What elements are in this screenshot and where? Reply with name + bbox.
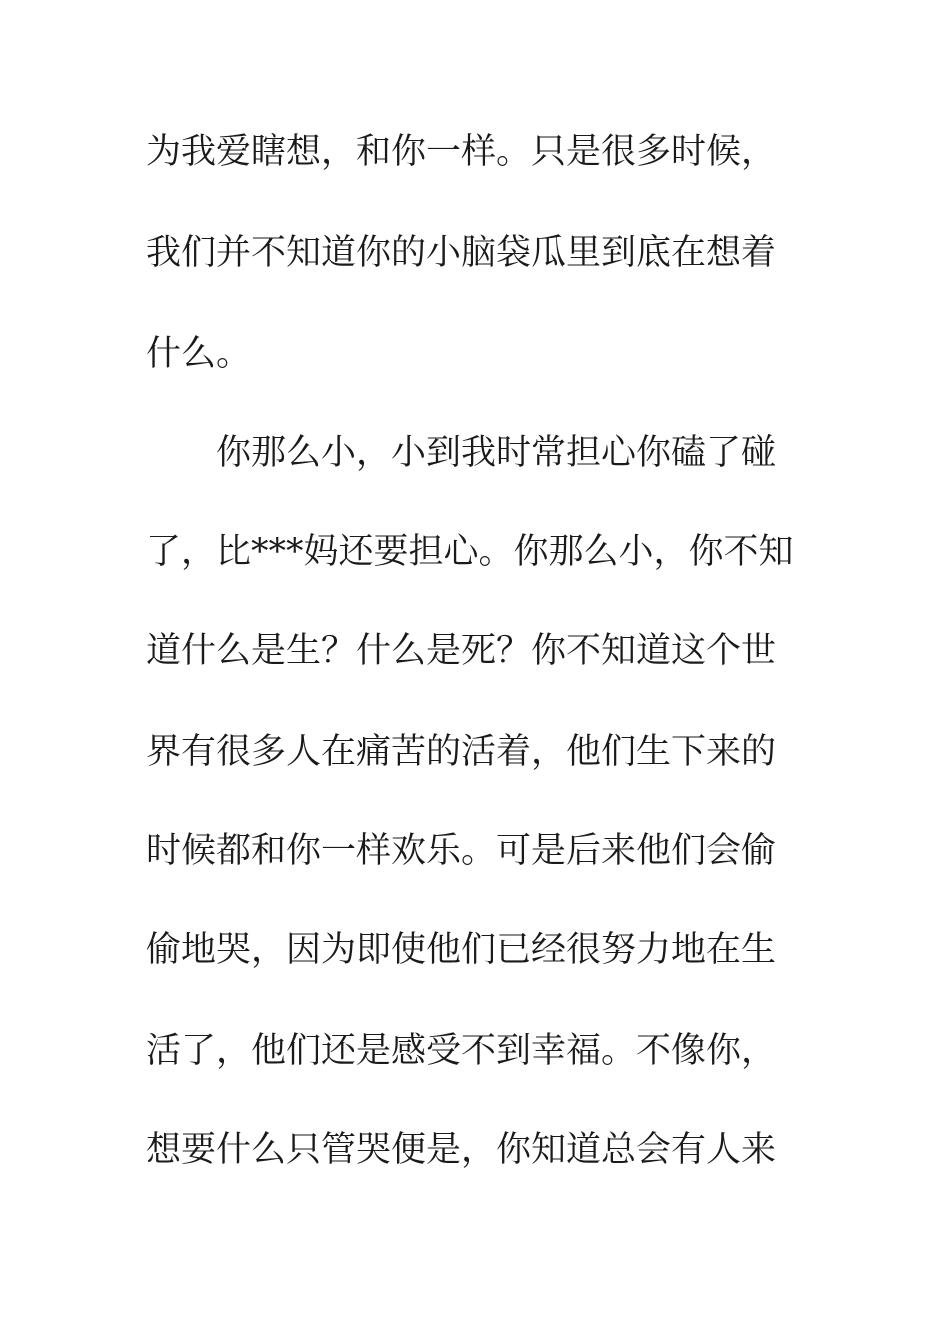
text-line: 道什么是生？什么是死？你不知道这个世	[146, 631, 777, 671]
text-line: 界有很多人在痛苦的活着，他们生下来的	[146, 732, 777, 772]
text-line: 什么。	[146, 334, 252, 374]
text-line: 想要什么只管哭便是，你知道总会有人来	[146, 1130, 777, 1170]
text-line: 为我爱瞎想，和你一样。只是很多时候，	[146, 132, 777, 172]
text-line: 偷地哭，因为即使他们已经很努力地在生	[146, 930, 777, 970]
text-line: 了，比***妈还要担心。你那么小，你不知	[146, 532, 794, 572]
text-line: 活了，他们还是感受不到幸福。不像你，	[146, 1031, 777, 1071]
text-line: 时候都和你一样欢乐。可是后来他们会偷	[146, 831, 777, 871]
text-line: 我们并不知道你的小脑袋瓜里到底在想着	[146, 233, 777, 273]
text-line-paragraph-start: 你那么小，小到我时常担心你磕了碰	[216, 433, 777, 473]
